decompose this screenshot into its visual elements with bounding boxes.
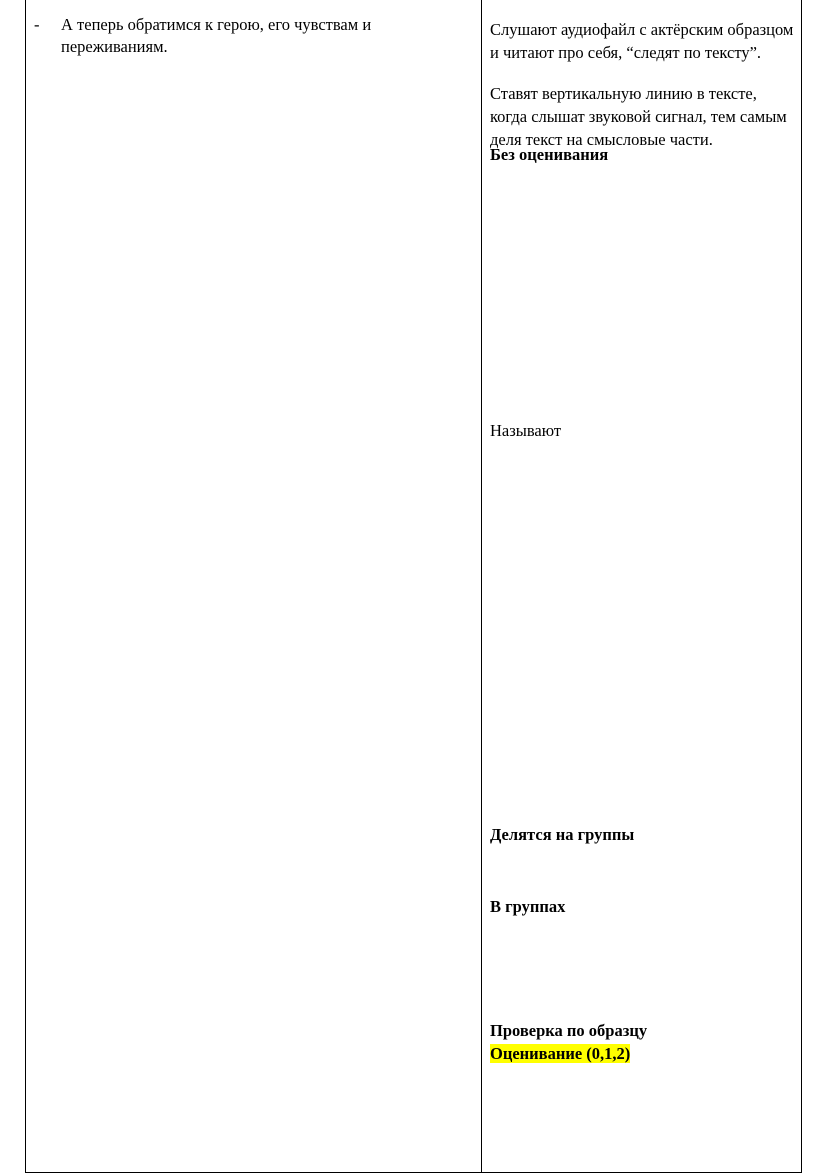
grading-highlight: Оценивание (0,1,2)	[490, 1044, 631, 1063]
split-groups-label: Делятся на группы	[490, 825, 635, 844]
name-instruction: Называют	[490, 421, 562, 440]
no-grading-label: Без оценивания	[490, 145, 609, 164]
lesson-table	[25, 0, 802, 1173]
check-sample-label: Проверка по образцу	[490, 1021, 648, 1040]
bullet-marker: -	[34, 15, 40, 34]
bullet-item	[34, 14, 441, 58]
listen-instruction: Слушают аудиофайл с актёрским образцом и читают про себя, “следят по тексту”.	[490, 20, 794, 62]
bullet-text: А теперь обратимся к герою, его чувствам и переживаниям.	[61, 15, 372, 56]
grading-label	[490, 1042, 795, 1065]
mark-instruction: Ставят вертикальную линию в тексте, когда слышат звуковой сигнал, тем самым деля текст на смысловые части.	[490, 84, 787, 149]
student-activity-cell	[482, 0, 802, 1172]
in-groups-label: В группах	[490, 897, 566, 916]
teacher-activity-cell	[26, 0, 481, 1172]
